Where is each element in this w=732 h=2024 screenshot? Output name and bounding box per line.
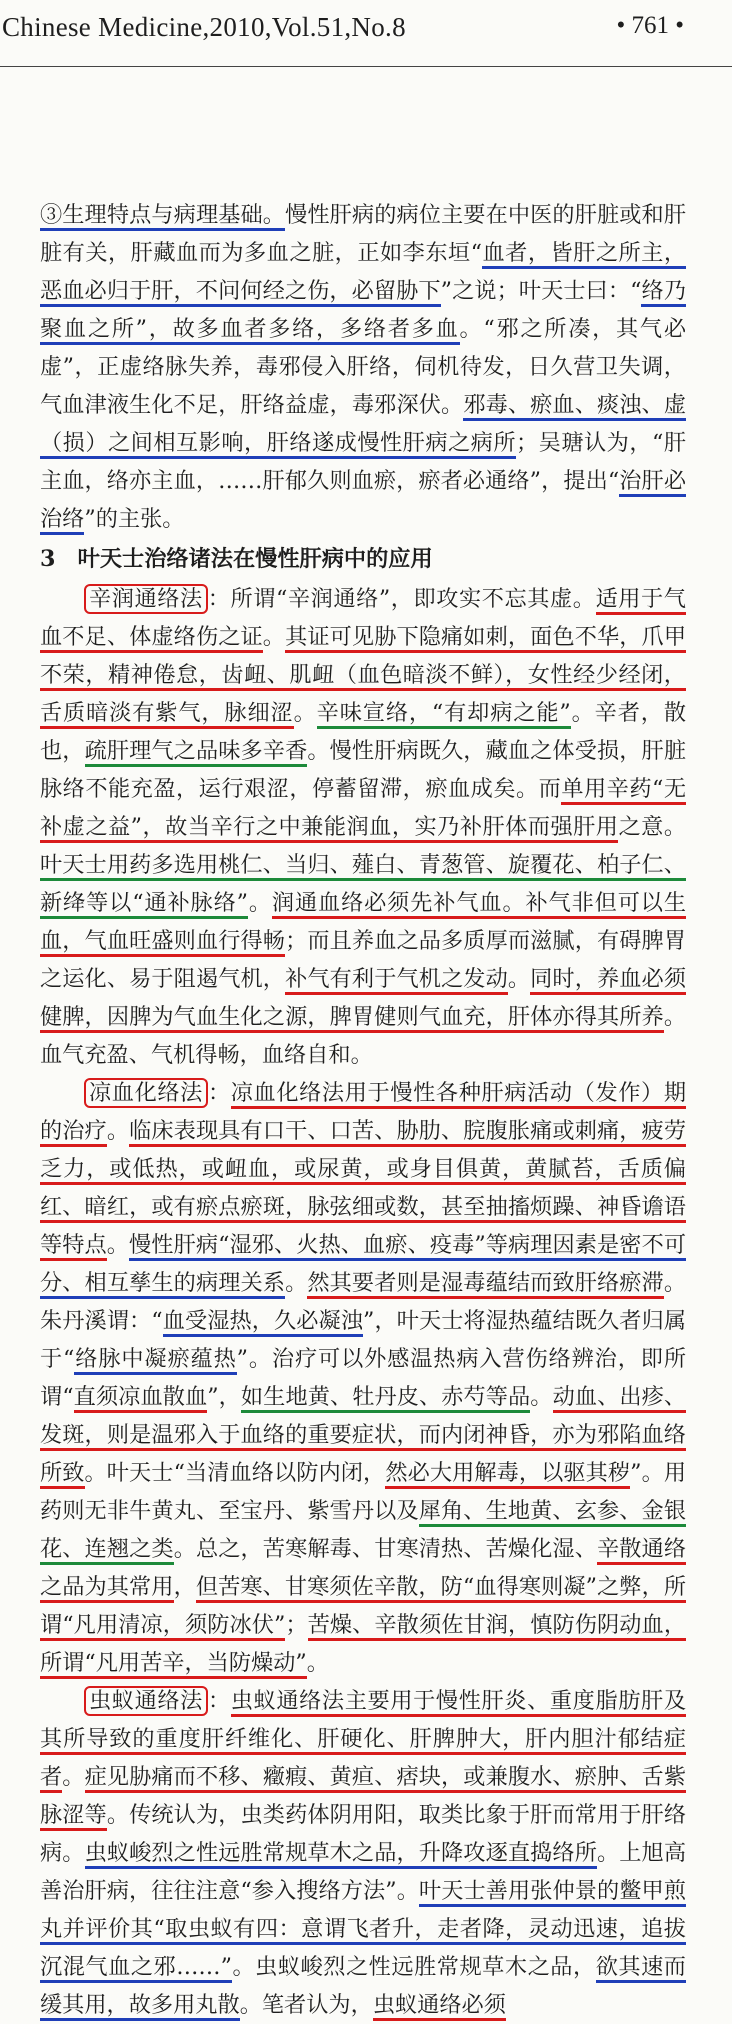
underline-red: 症见胁痛而不移、癥瘕、黄疸、痞块，或兼腹水、瘀肿、舌紫脉涩等 [40,1764,686,1831]
text-run: 。 [530,1384,553,1410]
underline-red: 然其要者则是湿毒蕴结而致肝络瘀滞 [307,1270,663,1299]
section-heading: 3 叶天士治络诸法在慢性肝病中的应用 [40,546,433,572]
text-run: ”。治疗可以外感温热病入营伤络辨治，即所谓“ [40,1346,687,1410]
paragraph-liangxue [40,1074,686,1682]
underline-blue: 叶天士善用张仲景的鳖甲煎丸并评价其“取虫蚁有四：意谓飞者升，走者降，灵动迅速，追拔沉混气血之邪……” [40,1878,686,1983]
underline-blue: 血者，皆肝之所主，恶血必归于肝，不问何经之伤，必留胁下 [40,240,686,307]
underline-red: 其证可见胁下隐痛如刺，面色不华，爪甲不荣，精神倦怠，齿衄、肌衄（血色暗淡不鲜），女性经少经闭，舌质暗淡有紫气，脉细涩 [40,624,686,729]
journal-citation: Chinese Medicine,2010,Vol.51,No.8 [2,12,406,42]
underline-red: 临床表现具有口干、口苦、胁肋、脘腹胀痛或刺痛，疲劳乏力，或低热，或衄血，或尿黄，或身目俱黄，黄腻苔，舌质偏红、暗红，或有瘀点瘀斑，脉弦细或数，甚至抽搐烦躁、神昏谵语等特点 [40,1118,686,1261]
underline-blue: ③生理特点与病理基础。 [40,202,285,231]
underline-green: 疏肝理气之品味多辛香 [85,738,308,767]
text-run: 。 [106,1232,130,1258]
text-run: 。 [247,890,272,916]
underline-green: 辛味宣络，“有却病之能” [317,700,571,729]
text-run: 慢性肝病的病位主要在中医的肝脏或和肝脏有关，肝藏血而为多血之脏，正如李东垣“ [40,202,687,266]
text-run: 。 [293,700,317,726]
article-body [40,196,686,2024]
text-run: 。笔者认为， [239,1992,373,2018]
underline-red: 直须凉血散血 [74,1384,208,1413]
method-title-box: 辛润通络法 [84,584,208,614]
text-run: 。朱丹溪谓：“ [40,1270,687,1334]
method-title-box: 凉血化络法 [84,1078,208,1108]
text-run: ”。用药则无非牛黄丸、至宝丹、紫雪丹以及 [40,1460,687,1524]
underline-blue: 络脉中凝瘀蕴热 [74,1346,236,1375]
underline-blue: 血受湿热，久必凝浊 [163,1308,363,1337]
text-run: ： [207,1080,231,1106]
text-run: 。 [262,624,286,650]
underline-red: 单用辛药“无补虚之益”，故当辛行之中兼能润血，实乃补肝体而强肝用 [40,776,686,843]
underline-blue: 治肝必治络 [40,468,686,535]
text-run: ：所谓“辛润通络”，即攻实不忘其虚。 [207,586,596,612]
underline-green: 叶天士用药多选用桃仁、当归、薤白、青葱管、旋覆花、柏子仁、新绛等以“通补脉络” [40,852,686,919]
text-run: 。慢性肝病既久，藏血之体受损，肝脏脉络不能充盈，运行艰涩，停蓄留滞，瘀血成矣。而 [40,738,687,802]
text-run: ”之说；叶天士曰：“ [440,278,642,304]
text-run: 。虫蚁峻烈之性远胜常规草木之品， [231,1954,596,1980]
underline-blue: 欲其速而缓其用，故多用丸散 [40,1954,686,2021]
underline-red: 然必大用解毒，以驱其秽 [385,1460,630,1489]
underline-red: 辛散通络之品为其常用 [40,1536,686,1603]
text-run: ； [285,1612,308,1638]
underline-blue: 邪毒、瘀血、痰浊、虚（损）之间相互影响，肝络遂成慢性肝病之病所 [40,392,686,459]
text-run: 。传统认为，虫类药体阴用阳，取类比象于肝而常用于肝络病。 [40,1802,687,1866]
text-run: ”的主张。 [84,506,185,532]
underline-blue: 慢性肝病“湿邪、火热、血瘀、疫毒”等病理因素是密不可分、相互孳生的病理关系 [40,1232,686,1299]
text-run: 。 [106,1118,130,1144]
paragraph-chongyi [40,1682,686,2024]
text-run: 。 [285,1270,308,1296]
paragraph-physiology [40,196,686,538]
page-number: • 761 • [616,12,684,39]
underline-red: 虫蚁通络法主要用于慢性肝炎、重度脂肪肝及其所导致的重度肝纤维化、肝硬化、肝脾肿大，肝内胆汁郁结症者 [40,1688,686,1793]
underline-red: 同时，养血必须健脾，因脾为气血生化之源，脾胃健则气血充，肝体亦得其所养 [40,966,686,1033]
text-run: 之意。 [618,814,687,840]
underline-red: 补气有利于气机之发动 [285,966,508,995]
method-title-box: 虫蚁通络法 [84,1686,208,1716]
text-run: 。总之，苦寒解毒、甘寒清热、苦燥化湿、 [173,1536,597,1562]
underline-red: 润通血络必须先补气血。补气非但可以生血，气血旺盛则血行得畅 [40,890,686,957]
text-run: 。 [306,1650,329,1676]
underline-blue: 虫蚁峻烈之性远胜常规草木之品，升降攻逐直捣络所 [85,1840,597,1869]
underline-red: 凉血化络法用于慢性各种肝病活动（发作）期的治疗 [40,1080,686,1147]
underline-green: 犀角、生地黄、玄参、金银花、连翘之类 [40,1498,686,1565]
text-run: 。血气充盈、气机得畅，血络自和。 [40,1004,686,1068]
text-run: 。 [62,1764,85,1790]
underline-green: 如生地黄、牡丹皮、赤芍等品 [241,1384,530,1413]
text-run: ”， [207,1384,241,1410]
underline-blue: 络乃聚血之所”，故多血者多络，多络者多血 [40,278,686,345]
text-run: 。 [507,966,531,992]
text-run: ： [207,1688,231,1714]
text-run: ， [173,1574,196,1600]
text-run: ；吴瑭认为，“肝主血，络亦主血，……肝郁久则血瘀，瘀者必通络”，提出“ [40,430,687,494]
underline-red: 但苦寒、甘寒须佐辛散，防“血得寒则凝”之弊，所谓“凡用清凉，须防冰伏” [40,1574,686,1641]
underline-red: 苦燥、辛散须佐甘润，慎防伤阴动血，所谓“凡用苦辛，当防燥动” [40,1612,686,1679]
paragraph-xinrun [40,580,686,1074]
text-run: 。叶天士“当清血络以防内闭， [84,1460,386,1486]
text-run: ；而且养血之品多质厚而滋腻，有碍脾胃之运化、易于阻遏气机， [40,928,687,992]
underline-red: 虫蚁通络必须 [373,1992,506,2021]
text-run: ”，叶天士将湿热蕴结既久者归属于“ [40,1308,687,1372]
text-run: 。上旭高善治肝病，往往注意“参入搜络方法”。 [40,1840,687,1904]
text-run: 。“邪之所凑，其气必虚”，正虚络脉失养，毒邪侵入肝络，伺机待发，日久营卫失调，气血津液生化不足，肝络益虚，毒邪深伏。 [40,316,687,418]
underline-red: 动血、出疹、发斑，则是温邪入于血络的重要症状，而内闭神昏，亦为邪陷血络所致 [40,1384,686,1489]
underline-red: 适用于气血不足、体虚络伤之证 [40,586,686,653]
text-run: 。辛者，散也， [40,700,687,764]
page-header [0,0,732,67]
